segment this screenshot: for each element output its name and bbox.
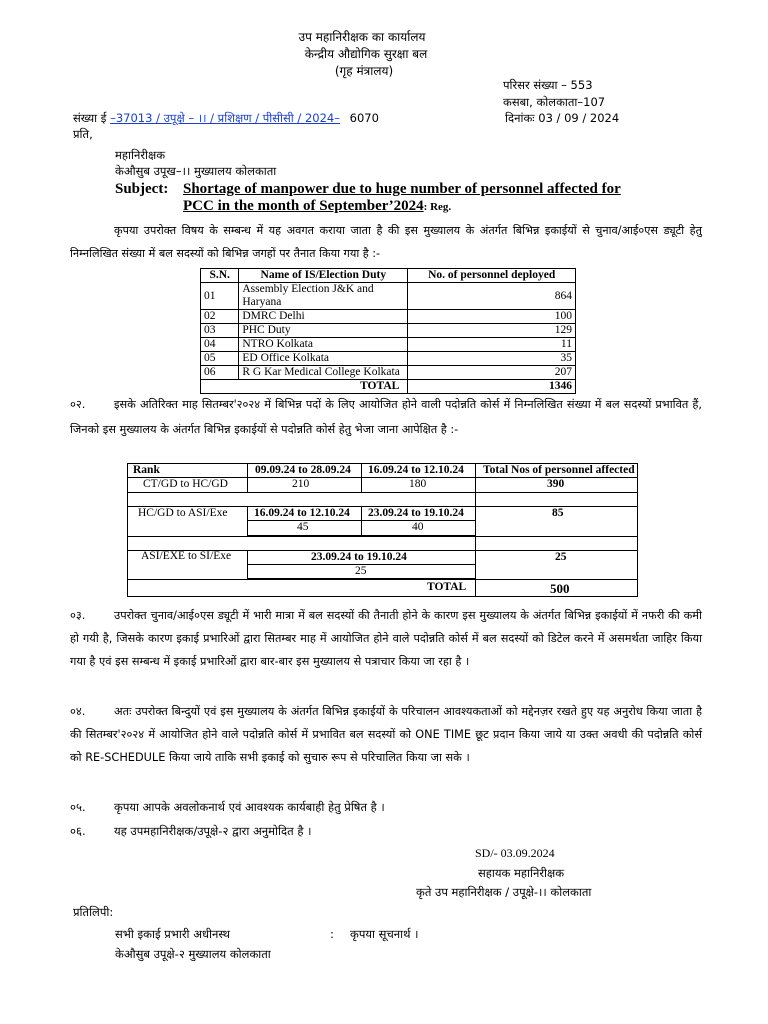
course-r2-total: 85	[552, 507, 564, 519]
table-row	[201, 324, 576, 338]
signer-designation: सहायक महानिरीक्षक	[478, 866, 565, 880]
reference-number: 6070	[349, 111, 379, 125]
table-row	[201, 366, 576, 380]
course-h-d1: 09.09.24 to 28.09.24	[255, 464, 351, 476]
para6-text: यह उपमहानिरीक्षक/उपूक्षे-२ द्वारा अनुमोदित है ।	[114, 824, 312, 838]
to-line2: केऔसुब उपूख–।। मुख्यालय कोलकाता	[115, 164, 277, 178]
copy-colon: :	[330, 927, 334, 941]
intro-paragraph: कृपया उपरोक्त विषय के सम्बन्ध में यह अवगत कराया जाता है की इस मुख्यालय के अंतर्गत बिभिन्न इकाईयों से चुनाव/आई०एस ड्यूटी हेतु निम्नलिखित संख्या में बल सदस्यों को बिभिन्न जगहों पर तैनात किया गया है :-	[70, 224, 702, 260]
copy-line1: सभी इकाई प्रभारी अधीनस्थ	[115, 927, 231, 941]
divider	[361, 506, 362, 536]
subject-line1: Shortage of manpower due to huge number of personnel affected for	[183, 181, 621, 197]
col-personnel: No. of personnel deployed	[408, 269, 576, 283]
course-h-rank: Rank	[133, 464, 160, 476]
cell-count: 129	[408, 324, 576, 338]
force-name: केन्द्रीय औद्योगिक सुरक्षा बल	[304, 47, 428, 61]
course-r2-d2: 23.09.24 to 19.10.24	[368, 507, 464, 519]
place: कसबा, कोलकाता–107	[503, 95, 606, 109]
paragraph-4	[70, 700, 702, 769]
course-r3-total: 25	[555, 551, 567, 563]
para3-number: ०३.	[70, 609, 86, 622]
cell-sn: 01	[201, 283, 239, 310]
cell-duty: PHC Duty	[239, 324, 408, 338]
para2-text: इसके अतिरिक्त माह सितम्बर'२०२४ में बिभिन्न पदों के लिए आयोजित होने वाली पदोन्नति कोर्स में निम्नलिखित संख्या में बल सदस्यों प्रभावित हैं, जिनको इस मुख्यालय के अंतर्गत बिभिन्न इकाईयों से पदोन्नति कोर्स हेतु भेजा जाना आपेक्षित है :-	[70, 398, 702, 436]
course-r3-d: 23.09.24 to 19.10.24	[311, 551, 407, 563]
copy-label: प्रतिलिपी:	[73, 905, 114, 919]
office-title: उप महानिरीक्षक का कार्यालय	[298, 30, 426, 44]
cell-count: 35	[408, 352, 576, 366]
cell-sn: 03	[201, 324, 239, 338]
complex-number: परिसर संख्या – 553	[503, 78, 593, 92]
para6-number: ०६.	[70, 824, 86, 838]
cell-duty: Assembly Election J&K and Haryana	[239, 283, 408, 310]
paragraph-3	[70, 604, 702, 673]
subject-label: Subject:	[115, 181, 169, 197]
course-r2-v1: 45	[297, 521, 309, 533]
cell-duty: R G Kar Medical College Kolkata	[239, 366, 408, 380]
course-r3-rank: ASI/EXE to SI/Exe	[141, 550, 232, 562]
cell-sn: 05	[201, 352, 239, 366]
cell-sn: 06	[201, 366, 239, 380]
para3-text: उपरोक्त चुनाव/आई०एस ड्यूटी में भारी मात्रा में बल सदस्यों की तैनाती होने के कारण इस मुख्यालय के अंतर्गत बिभिन्न इकाईयों में नफरी की कमी हो गयी है, जिसके कारण इकाई प्रभारिओं द्वारा सितम्बर माह में आयोजित होने वाले पदोन्नति कोर्स में बल सदस्यों को डिटेल करने में असमर्थता जाहिर किया गया है एवं इस सम्बन्ध में इकाई प्रभारिओं द्वारा बार-बार इस मुख्यालय से पत्राचार किया जा रहा है ।	[70, 609, 702, 668]
course-total-label: TOTAL	[427, 581, 467, 593]
course-r2-v2: 40	[412, 521, 424, 533]
letter-date: दिनांकः 03 / 09 / 2024	[505, 111, 620, 125]
course-r1-total: 390	[547, 478, 565, 490]
divider	[127, 536, 638, 537]
signer-for: कृते उप महानिरीक्षक / उपूक्षे-।। कोलकाता	[416, 885, 592, 899]
copy-line2: केऔसुब उपूक्षे-२ मुख्यालय कोलकाता	[115, 947, 271, 961]
subject-line2: PCC in the month of September’2024	[183, 198, 424, 214]
table-row	[201, 338, 576, 352]
col-duty: Name of IS/Election Duty	[239, 269, 408, 283]
reference-prefix: संख्या ई	[73, 111, 107, 125]
cell-count: 11	[408, 338, 576, 352]
cell-duty: NTRO Kolkata	[239, 338, 408, 352]
cell-count: 207	[408, 366, 576, 380]
col-sn: S.N.	[201, 269, 239, 283]
para4-number: ०४.	[70, 705, 86, 718]
para5-text: कृपया आपके अवलोकनार्थ एवं आवश्यक कार्यबाही हेतु प्रेषित है ।	[114, 800, 385, 814]
cell-sn: 02	[201, 310, 239, 324]
course-r2-d1: 16.09.24 to 12.10.24	[254, 507, 350, 519]
total-label: TOTAL	[201, 380, 408, 394]
divider	[127, 492, 638, 493]
course-r1-v1: 210	[292, 478, 310, 490]
course-h-total: Total Nos of personnel affected	[483, 464, 635, 476]
to-line1: महानिरीक्षक	[115, 148, 166, 162]
course-r2-rank: HC/GD to ASI/Exe	[138, 507, 228, 519]
to-label: प्रति,	[73, 127, 93, 141]
table-header-row	[201, 269, 576, 283]
cell-duty: DMRC Delhi	[239, 310, 408, 324]
table-row	[201, 283, 576, 310]
cell-count: 100	[408, 310, 576, 324]
cell-sn: 04	[201, 338, 239, 352]
cell-duty: ED Office Kolkata	[239, 352, 408, 366]
course-h-d2: 16.09.24 to 12.10.24	[368, 464, 464, 476]
para2-number: ०२.	[70, 398, 86, 411]
total-value: 1346	[408, 380, 576, 394]
subject-suffix: : Reg.	[423, 201, 452, 213]
reference-line	[73, 111, 379, 126]
para5-number: ०५.	[70, 800, 86, 814]
table-row	[201, 352, 576, 366]
subject-line2-wrap	[183, 198, 451, 215]
cell-count: 864	[408, 283, 576, 310]
paragraph-2	[70, 392, 702, 442]
paragraph-6	[70, 824, 311, 839]
signed-date: SD/- 03.09.2024	[475, 846, 555, 860]
copy-note: कृपया सूचनार्थ ।	[350, 927, 419, 941]
divider	[127, 579, 638, 580]
reference-link[interactable]: –37013 / उपूक्षे – ।। / प्रशिक्षण / पीसीसी / 2024–	[110, 111, 340, 125]
course-total-value: 500	[550, 581, 570, 596]
paragraph-5	[70, 800, 385, 815]
course-r1-rank: CT/GD to HC/GD	[143, 478, 228, 490]
course-r3-v: 25	[355, 565, 367, 577]
ministry-name: (गृह मंत्रालय)	[334, 64, 394, 78]
course-r1-v2: 180	[409, 478, 427, 490]
deployment-table	[200, 268, 576, 394]
para4-text: अतः उपरोक्त बिन्दुयों एवं इस मुख्यालय के अंतर्गत बिभिन्न इकाईयों के परिचालन आवश्यकताओं को मद्देनज़र रखते हुए यह अनुरोध किया जाता है की सितम्बर'२०२४ में आयोजित होने वाले पदोन्नति कोर्स में प्रभावित बल सदस्यों को ONE TIME छूट प्रदान किया जाये या उक्त अवधी की पदोन्नति कोर्स को RE-SCHEDULE किया जाये ताकि सभी इकाई को सुचारु रूप से परिचालित किया जा सके ।	[70, 705, 702, 764]
table-row	[201, 310, 576, 324]
